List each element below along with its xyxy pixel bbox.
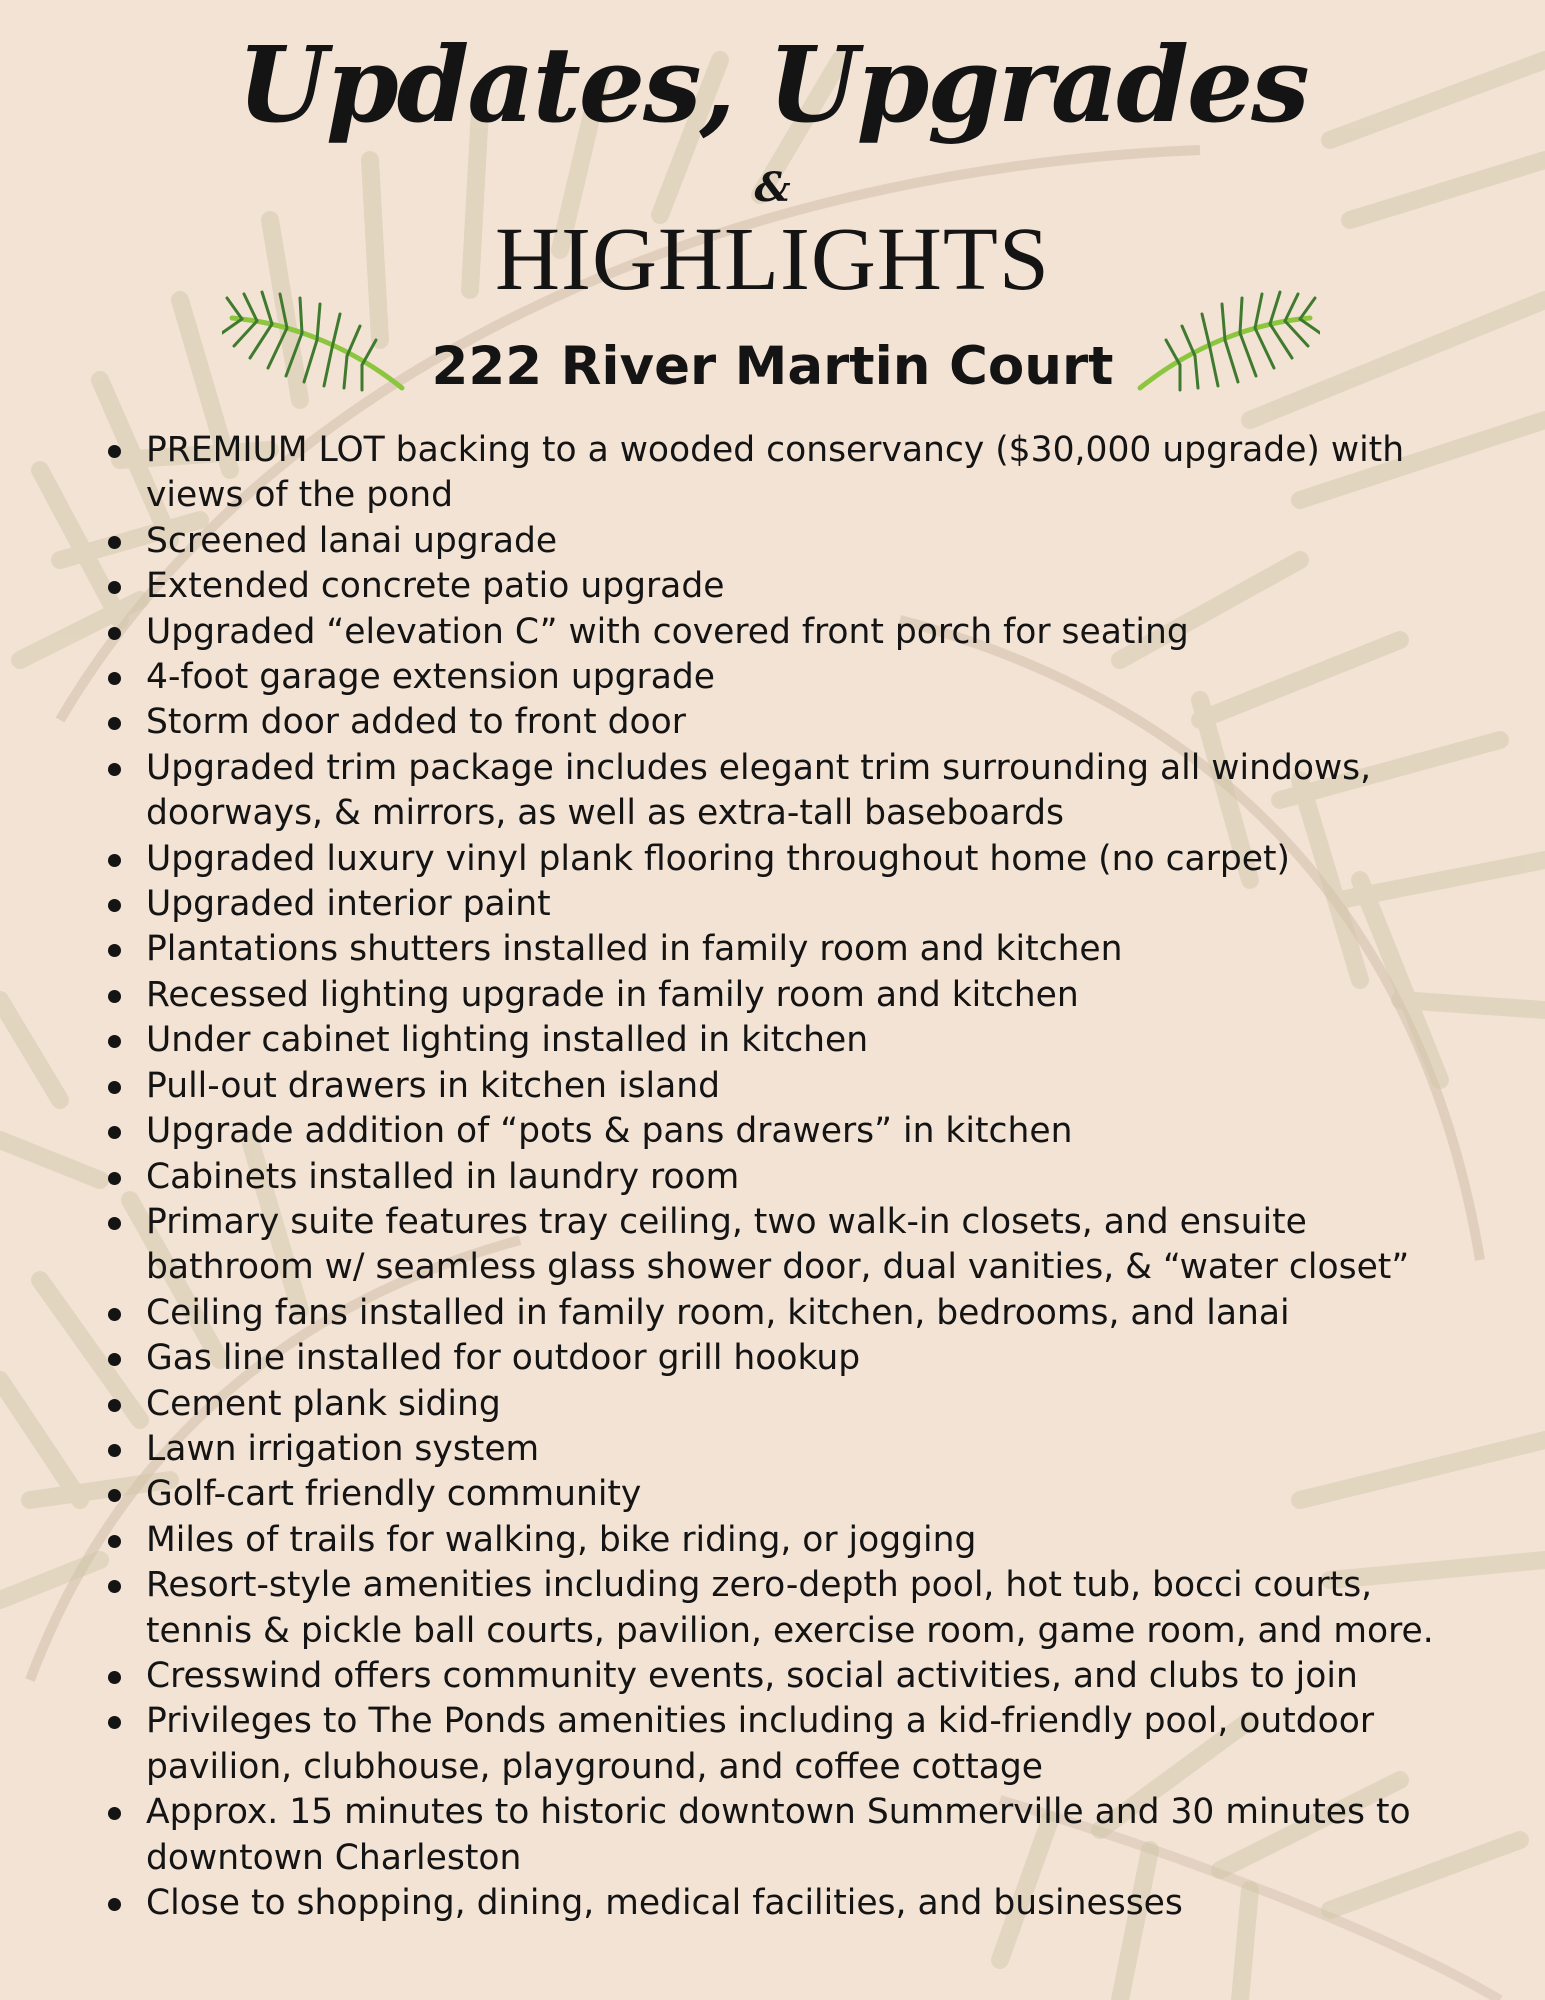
list-item-text: Lawn irrigation system — [146, 1428, 540, 1469]
bullet-icon — [108, 717, 121, 730]
list-item — [108, 1881, 1528, 1926]
list-item-text: Recessed lighting upgrade in family room and kitchen — [146, 974, 1079, 1015]
list-item — [108, 1200, 1528, 1291]
list-item-text: Screened lanai upgrade — [146, 520, 558, 561]
list-item-text: Ceiling fans installed in family room, kitchen, bedrooms, and lanai — [146, 1292, 1290, 1333]
list-item — [108, 1563, 1528, 1654]
list-item-text: Cresswind offers community events, social activities, and clubs to join — [146, 1655, 1358, 1696]
list-item-text: Storm door added to front door — [146, 702, 686, 743]
highlights-list — [108, 428, 1528, 1926]
list-item-text: 4-foot garage extension upgrade — [146, 657, 715, 698]
list-item — [108, 1472, 1528, 1517]
list-item-text: Upgraded luxury vinyl plank flooring throughout home (no carpet) — [146, 838, 1290, 879]
title-ampersand: & — [754, 164, 791, 211]
list-item — [108, 1790, 1528, 1881]
list-item — [108, 1336, 1528, 1381]
bullet-icon — [108, 1308, 121, 1321]
list-item-text: Upgraded interior paint — [146, 884, 551, 925]
bullet-icon — [108, 581, 121, 594]
list-item-text: Privileges to The Ponds amenities including a kid-friendly pool, outdoor pavilion, clubhouse, playground, and coffee cottage — [146, 1701, 1375, 1787]
list-item-text: Upgrade addition of “pots & pans drawers” in kitchen — [146, 1111, 1073, 1152]
list-item — [108, 1064, 1528, 1109]
list-item-text: Close to shopping, dining, medical facilities, and businesses — [146, 1883, 1183, 1923]
list-item-text: Approx. 15 minutes to historic downtown Summerville and 30 minutes to downtown Charleston — [146, 1792, 1411, 1878]
bullet-icon — [108, 1535, 121, 1548]
list-item-text: Plantations shutters installed in family room and kitchen — [146, 929, 1123, 970]
list-item — [108, 1382, 1528, 1427]
bullet-icon — [108, 944, 121, 957]
title-script: Updates, Upgrades — [237, 23, 1308, 146]
property-address: 222 River Martin Court — [431, 336, 1114, 397]
list-item-text: Miles of trails for walking, bike riding, or jogging — [146, 1519, 977, 1560]
bullet-icon — [108, 1898, 121, 1911]
list-item-text: Cement plank siding — [146, 1383, 501, 1424]
list-item — [108, 927, 1528, 972]
list-item-text: Upgraded trim package includes elegant trim surrounding all windows, doorways, & mirrors, as well as extra-tall baseboards — [146, 747, 1372, 834]
bullet-icon — [108, 854, 121, 867]
list-item — [108, 700, 1528, 745]
list-item-text: Upgraded “elevation C” with covered front porch for seating — [146, 611, 1189, 652]
bullet-icon — [108, 627, 121, 640]
list-item — [108, 519, 1528, 564]
list-item — [108, 1654, 1528, 1699]
list-item — [108, 837, 1528, 882]
bullet-icon — [108, 990, 121, 1003]
bullet-icon — [108, 536, 121, 549]
bullet-icon — [108, 899, 121, 912]
list-item — [108, 1018, 1528, 1063]
bullet-icon — [108, 1172, 121, 1185]
bullet-icon — [108, 672, 121, 685]
bullet-icon — [108, 1580, 121, 1593]
list-item — [108, 882, 1528, 927]
bullet-icon — [108, 1081, 121, 1094]
bullet-icon — [108, 1807, 121, 1820]
list-item — [108, 610, 1528, 655]
bullet-icon — [108, 1444, 121, 1457]
bullet-icon — [108, 1489, 121, 1502]
list-item-text: Pull-out drawers in kitchen island — [146, 1065, 721, 1106]
list-item-text: Golf-cart friendly community — [146, 1474, 642, 1515]
bullet-icon — [108, 1716, 121, 1729]
list-item — [108, 1155, 1528, 1200]
list-item — [108, 973, 1528, 1018]
list-item-text: Primary suite features tray ceiling, two walk-in closets, and ensuite bathroom w/ seamless glass shower door, dual vanities, & “water closet” — [146, 1201, 1410, 1288]
bullet-icon — [108, 445, 121, 458]
list-item-text: Gas line installed for outdoor grill hookup — [146, 1338, 861, 1379]
list-item — [108, 1427, 1528, 1472]
title-highlights: HIGHLIGHTS — [495, 210, 1050, 309]
list-item-text: Extended concrete patio upgrade — [146, 566, 725, 607]
list-item — [108, 428, 1528, 519]
bullet-icon — [108, 1217, 121, 1230]
list-item — [108, 1518, 1528, 1563]
bullet-icon — [108, 1126, 121, 1139]
list-item-text: PREMIUM LOT backing to a wooded conservancy ($30,000 upgrade) with views of the pond — [146, 430, 1405, 516]
palm-frond-icon — [1130, 288, 1320, 398]
list-item — [108, 746, 1528, 837]
list-item-text: Resort-style amenities including zero-depth pool, hot tub, bocci courts, tennis & pickle ball courts, pavilion, exercise room, game room, and more. — [146, 1565, 1434, 1651]
list-item — [108, 1699, 1528, 1790]
list-item — [108, 1109, 1528, 1154]
bullet-icon — [108, 1035, 121, 1048]
bullet-icon — [108, 1353, 121, 1366]
list-item — [108, 564, 1528, 609]
bullet-icon — [108, 1671, 121, 1684]
list-item-text: Cabinets installed in laundry room — [146, 1156, 740, 1197]
list-item — [108, 655, 1528, 700]
list-item — [108, 1291, 1528, 1336]
list-item-text: Under cabinet lighting installed in kitchen — [146, 1020, 869, 1061]
bullet-icon — [108, 763, 121, 776]
bullet-icon — [108, 1399, 121, 1412]
